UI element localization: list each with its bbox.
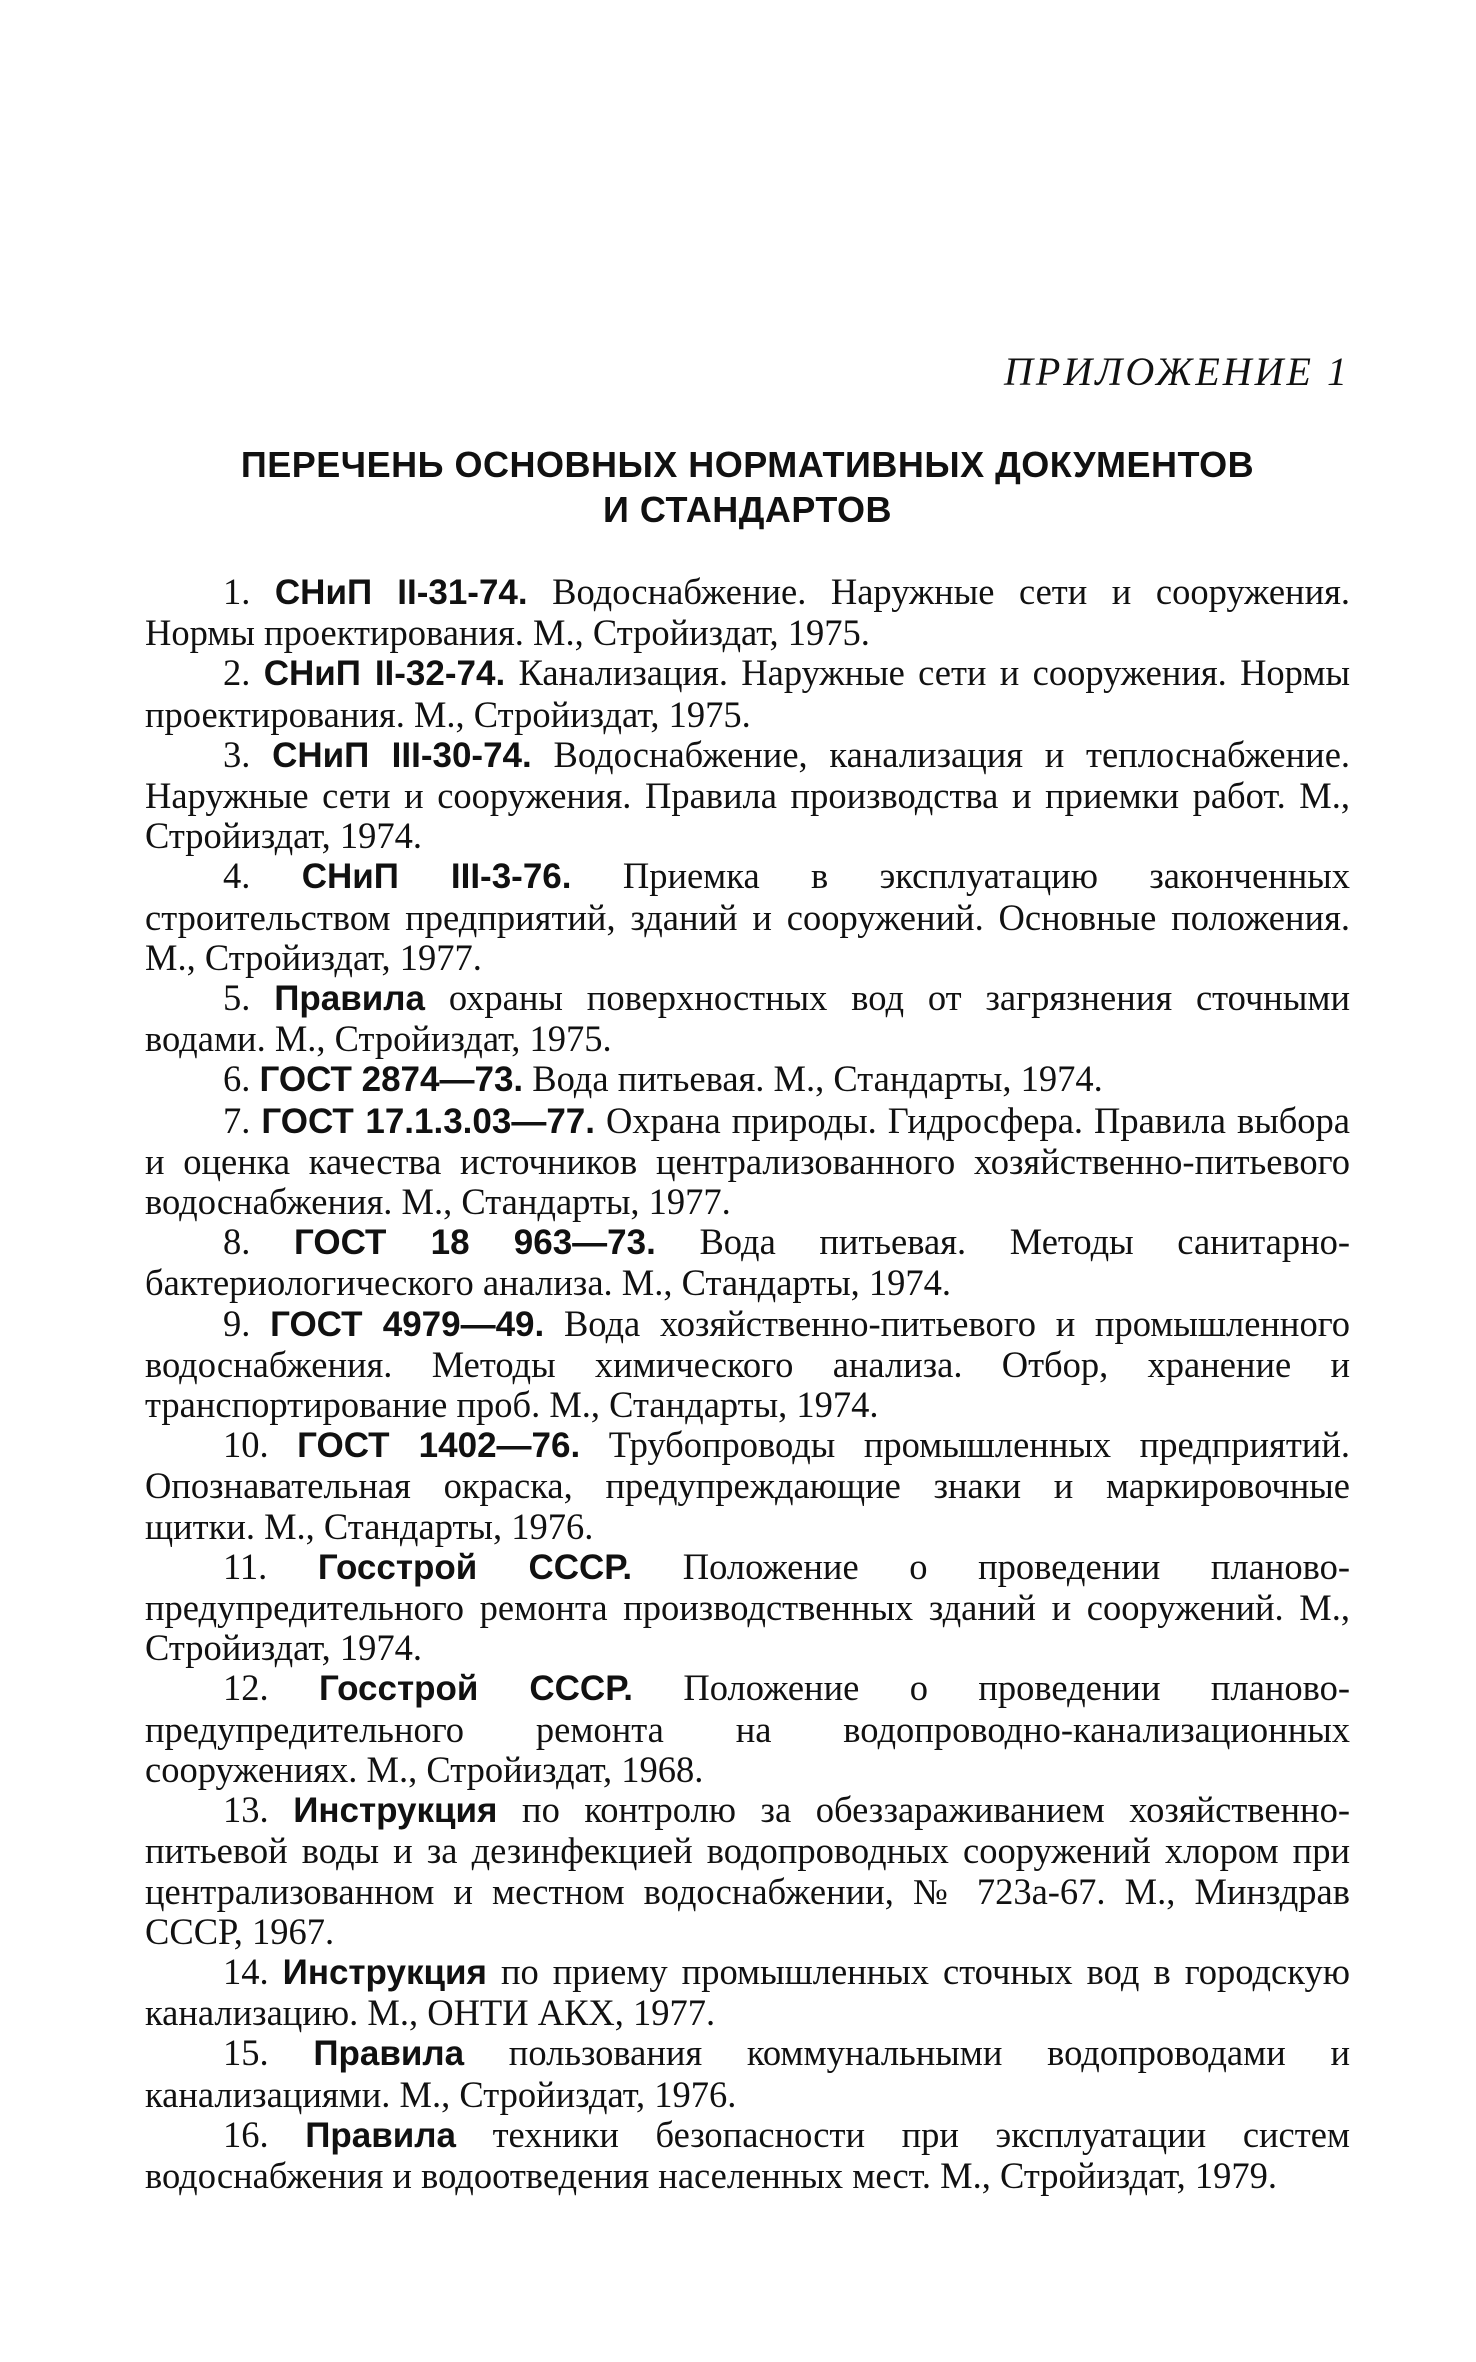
reference-text: Положение о проведении планово-предупредительного ремонта производственных зданий и сооружений. М., Стройиздат, 1974. [145, 1545, 1351, 1669]
reference-text: Вода хозяйственно-питьевого и промышленного водоснабжения. Методы химического анализа. Отбор, хранение и транспортирование проб. М., Стандарты, 1974. [145, 1302, 1351, 1426]
reference-key: СНиП II-32-74. [263, 654, 506, 694]
reference-key: Правила [274, 979, 425, 1019]
reference-number: 9. [223, 1302, 251, 1344]
reference-item [145, 1952, 1350, 2033]
reference-list [145, 572, 1350, 2196]
reference-key: Инструкция [282, 1952, 487, 1992]
reference-key: Госстрой СССР. [319, 1669, 634, 1709]
reference-item [145, 653, 1350, 734]
reference-item [145, 1425, 1350, 1547]
reference-key: СНиП III-3-76. [301, 857, 572, 897]
reference-key: Правила [313, 2034, 465, 2074]
reference-item [145, 735, 1350, 857]
reference-item [145, 1222, 1350, 1303]
appendix-label: ПРИЛОЖЕНИЕ 1 [1004, 349, 1350, 394]
reference-number: 13. [223, 1789, 269, 1831]
reference-number: 16. [223, 2113, 269, 2155]
reference-item [145, 1790, 1350, 1952]
reference-text: Трубопроводы промышленных предприятий. Опознавательная окраска, предупреждающие знаки и маркировочные щитки. М., Стандарты, 1976. [145, 1424, 1350, 1547]
reference-text: Водоснабжение. Наружные сети и сооружения. Нормы проектирования. М., Стройиздат, 1975. [145, 571, 1351, 654]
reference-item [145, 1101, 1350, 1223]
reference-text: Вода питьевая. Методы санитарно-бактериологического анализа. М., Стандарты, 1974. [145, 1221, 1351, 1304]
title-line: И СТАНДАРТОВ [603, 489, 892, 530]
reference-number: 2. [223, 652, 251, 694]
reference-key: ГОСТ 17.1.3.03—77. [261, 1101, 595, 1141]
reference-key: Госстрой СССР. [317, 1547, 633, 1587]
reference-key: ГОСТ 4979—49. [270, 1304, 545, 1344]
reference-item [145, 572, 1350, 653]
reference-text: Положение о проведении планово-предупредительного ремонта на водопроводно-канализационных сооружениях. М., Стройиздат, 1968. [145, 1667, 1350, 1790]
reference-text: Охрана природы. Гидросфера. Правила выбора и оценка качества источников централизованного хозяйственно-питьевого водоснабжения. М., Стандарты, 1977. [145, 1099, 1351, 1223]
reference-item [145, 856, 1350, 978]
reference-number: 5. [223, 977, 251, 1019]
reference-number: 15. [223, 2032, 269, 2074]
reference-number: 6. [223, 1058, 251, 1100]
reference-number: 7. [223, 1099, 251, 1141]
reference-text: Вода питьевая. М., Стандарты, 1974. [532, 1058, 1103, 1100]
reference-text: Приемка в эксплуатацию законченных строительством предприятий, зданий и сооружений. Основные положения. М., Стройиздат, 1977. [145, 855, 1350, 978]
reference-item [145, 1304, 1350, 1426]
reference-key: ГОСТ 2874—73. [259, 1060, 524, 1100]
title-line: ПЕРЕЧЕНЬ ОСНОВНЫХ НОРМАТИВНЫХ ДОКУМЕНТОВ [240, 444, 1255, 485]
reference-item [145, 1059, 1350, 1100]
reference-item [145, 1547, 1350, 1669]
reference-text: охраны поверхностных вод от загрязнения сточными водами. М., Стройиздат, 1975. [145, 977, 1350, 1060]
reference-number: 1. [223, 571, 251, 612]
reference-number: 14. [223, 1950, 269, 1992]
reference-key: Инструкция [293, 1791, 498, 1831]
document-page [145, 0, 1350, 2362]
reference-key: ГОСТ 18 963—73. [294, 1223, 656, 1263]
reference-number: 8. [223, 1221, 251, 1263]
reference-number: 10. [223, 1424, 269, 1466]
reference-text: по приему промышленных сточных вод в городскую канализацию. М., ОНТИ АКХ, 1977. [145, 1950, 1350, 2034]
reference-text: Водоснабжение, канализация и теплоснабжение. Наружные сети и сооружения. Правила производства и приемки работ. М., Стройиздат, 1974. [145, 733, 1351, 857]
reference-item [145, 2033, 1350, 2114]
reference-item [145, 2115, 1350, 2196]
reference-item [145, 1668, 1350, 1790]
reference-number: 3. [223, 733, 251, 775]
reference-text: Канализация. Наружные сети и сооружения. Нормы проектирования. М., Стройиздат, 1975. [145, 652, 1351, 735]
reference-item [145, 978, 1350, 1059]
reference-text: пользования коммунальными водопроводами и канализациями. М., Стройиздат, 1976. [145, 2032, 1350, 2115]
reference-key: СНиП III-30-74. [272, 735, 532, 775]
reference-text: по контролю за обеззараживанием хозяйственно-питьевой воды и за дезинфекцией водопроводных сооружений хлором при централизованном и местном водоснабжении, № 723а-67. М., Минздрав СССР, 1967. [145, 1789, 1350, 1952]
reference-key: Правила [305, 2115, 456, 2155]
reference-number: 11. [223, 1545, 268, 1587]
reference-number: 12. [223, 1667, 269, 1709]
reference-key: СНиП II-31-74. [274, 573, 528, 612]
document-title [145, 442, 1350, 532]
reference-number: 4. [223, 855, 251, 897]
reference-text: техники безопасности при эксплуатации систем водоснабжения и водоотведения населенных мест. М., Стройиздат, 1979. [145, 2113, 1351, 2196]
reference-key: ГОСТ 1402—76. [297, 1426, 581, 1466]
